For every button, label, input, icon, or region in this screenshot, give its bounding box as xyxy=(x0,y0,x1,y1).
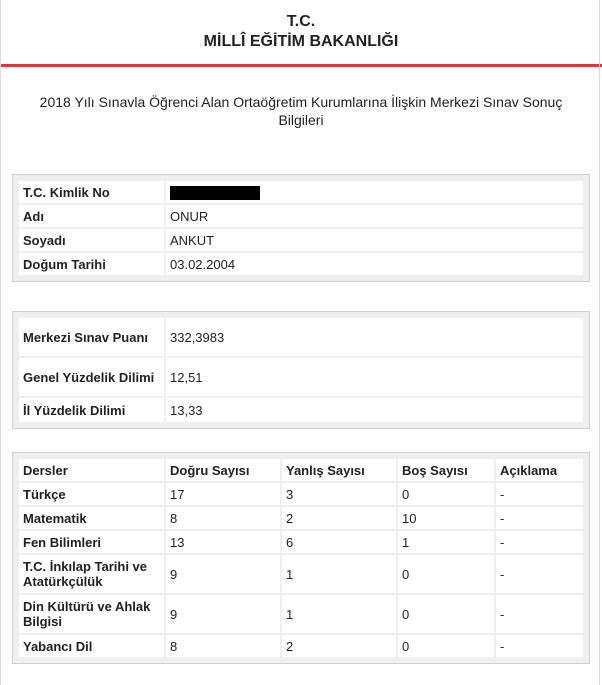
ad-value: ONUR xyxy=(166,205,583,227)
il-yuzdelik-value: 13,33 xyxy=(166,398,583,422)
aciklama-cell: - xyxy=(496,555,583,593)
dogum-tarihi-label: Doğum Tarihi xyxy=(19,253,164,275)
aciklama-cell: - xyxy=(496,531,583,553)
soyad-value: ANKUT xyxy=(166,229,583,251)
ad-label: Adı xyxy=(19,205,164,227)
yanlis-cell: 1 xyxy=(282,555,396,593)
table-row xyxy=(19,181,583,203)
aciklama-cell: - xyxy=(496,595,583,633)
yanlis-cell: 1 xyxy=(282,595,396,633)
header-tc: T.C. xyxy=(286,13,316,30)
table-row xyxy=(19,318,583,356)
bos-cell: 1 xyxy=(398,531,494,553)
scores-table xyxy=(17,316,585,424)
merkezi-puan-value: 332,3983 xyxy=(166,318,583,356)
table-row xyxy=(19,229,583,251)
table-row xyxy=(19,358,583,396)
ders-name: Din Kültürü ve Ahlak Bilgisi xyxy=(19,595,164,633)
ders-name: Fen Bilimleri xyxy=(19,531,164,553)
genel-yuzdelik-label: Genel Yüzdelik Dilimi xyxy=(19,358,164,396)
personal-info-panel xyxy=(12,174,590,282)
ders-name: T.C. İnkılap Tarihi ve Atatürkçülük xyxy=(19,555,164,593)
table-row xyxy=(19,483,583,505)
ders-name: Matematik xyxy=(19,507,164,529)
dogru-cell: 8 xyxy=(166,507,280,529)
yanlis-cell: 2 xyxy=(282,507,396,529)
personal-info-table xyxy=(17,179,585,277)
table-row xyxy=(19,531,583,553)
table-header-row xyxy=(19,459,583,481)
aciklama-cell: - xyxy=(496,483,583,505)
dogru-cell: 9 xyxy=(166,595,280,633)
bos-cell: 0 xyxy=(398,483,494,505)
header-aciklama: Açıklama xyxy=(496,459,583,481)
results-panel xyxy=(12,452,590,664)
bos-cell: 0 xyxy=(398,555,494,593)
ders-name: Türkçe xyxy=(19,483,164,505)
yanlis-cell: 2 xyxy=(282,635,396,657)
dogru-cell: 9 xyxy=(166,555,280,593)
redacted-block xyxy=(170,186,260,200)
table-row xyxy=(19,253,583,275)
dogum-tarihi-value: 03.02.2004 xyxy=(166,253,583,275)
genel-yuzdelik-value: 12,51 xyxy=(166,358,583,396)
dogru-cell: 13 xyxy=(166,531,280,553)
scores-panel xyxy=(12,311,590,429)
dogru-cell: 17 xyxy=(166,483,280,505)
results-table xyxy=(17,457,585,659)
table-row xyxy=(19,555,583,593)
yanlis-cell: 6 xyxy=(282,531,396,553)
table-row xyxy=(19,205,583,227)
tc-kimlik-label: T.C. Kimlik No xyxy=(19,181,164,203)
aciklama-cell: - xyxy=(496,507,583,529)
header-ministry: MİLLÎ EĞİTİM BAKANLIĞI xyxy=(203,33,399,50)
soyad-label: Soyadı xyxy=(19,229,164,251)
merkezi-puan-label: Merkezi Sınav Puanı xyxy=(19,318,164,356)
header-yanlis: Yanlış Sayısı xyxy=(282,459,396,481)
header-dersler: Dersler xyxy=(19,459,164,481)
table-row xyxy=(19,398,583,422)
dogru-cell: 8 xyxy=(166,635,280,657)
ders-name: Yabancı Dil xyxy=(19,635,164,657)
table-row xyxy=(19,635,583,657)
page-subtitle: 2018 Yılı Sınavla Öğrenci Alan Ortaöğretim Kurumlarına İlişkin Merkezi Sınav Sonuç Bilgileri xyxy=(39,94,563,128)
il-yuzdelik-label: İl Yüzdelik Dilimi xyxy=(19,398,164,422)
table-row xyxy=(19,507,583,529)
bos-cell: 0 xyxy=(398,595,494,633)
header-bos: Boş Sayısı xyxy=(398,459,494,481)
yanlis-cell: 3 xyxy=(282,483,396,505)
header-dogru: Doğru Sayısı xyxy=(166,459,280,481)
bos-cell: 0 xyxy=(398,635,494,657)
tc-kimlik-value xyxy=(166,181,583,203)
aciklama-cell: - xyxy=(496,635,583,657)
bos-cell: 10 xyxy=(398,507,494,529)
table-row xyxy=(19,595,583,633)
